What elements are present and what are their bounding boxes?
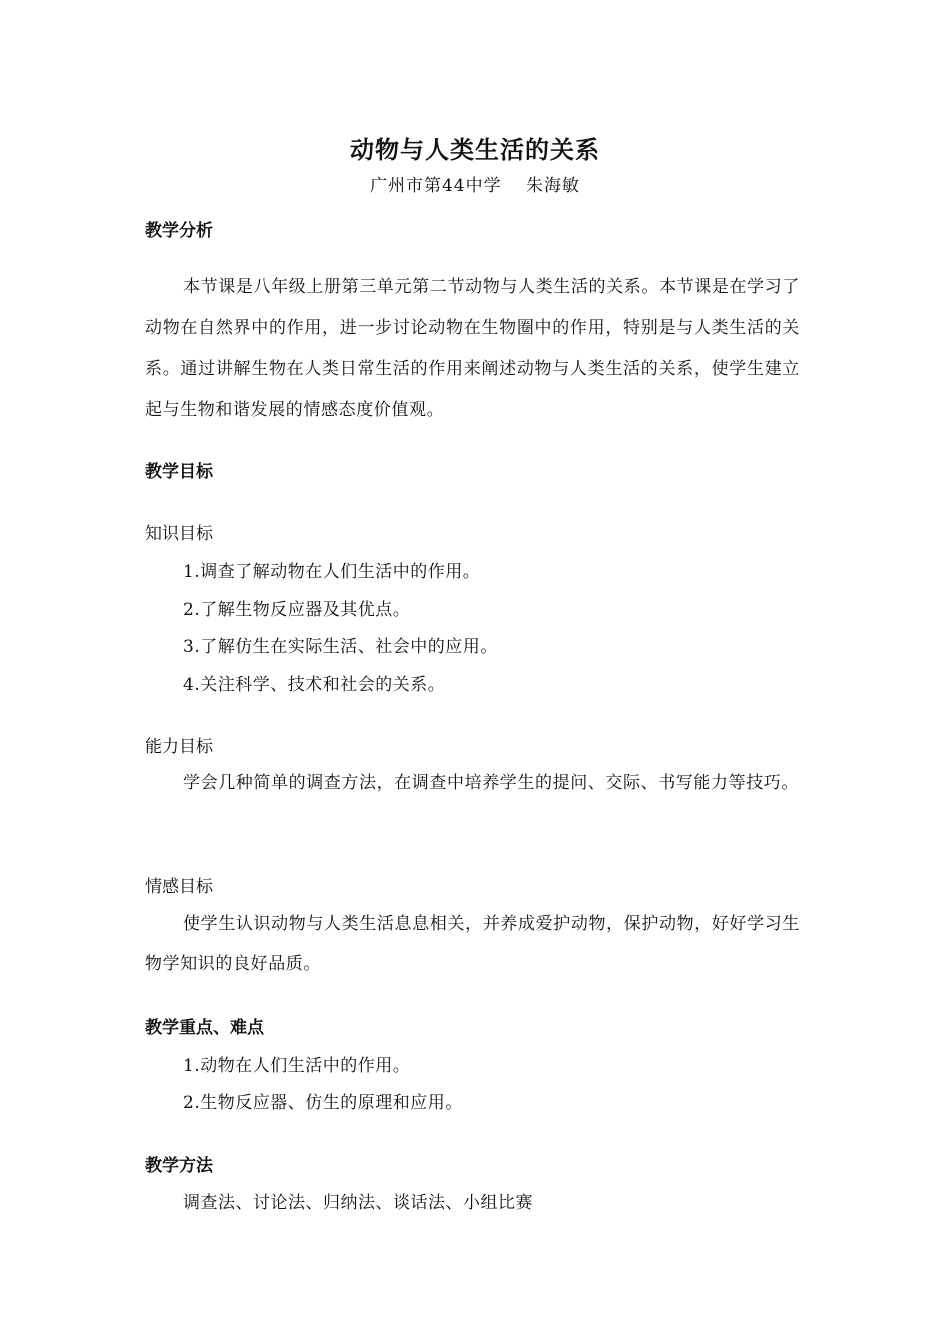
ability-goals-paragraph: 学会几种简单的调查方法，在调查中培养学生的提问、交际、书写能力等技巧。 [183,773,799,793]
ability-goals-label: 能力目标 [145,737,213,757]
knowledge-goals-label: 知识目标 [145,524,213,544]
author-line: 广州市第44中学 朱海敏 [369,176,581,196]
emotion-goals-paragraph: 使学生认识动物与人类生活息息相关，并养成爱护动物，保护动物，好好学习生物学知识的良好品质。 [145,914,800,974]
section-heading-analysis: 教学分析 [145,221,213,241]
section-heading-key-points: 教学重点、难点 [145,1018,264,1038]
document-title: 动物与人类生活的关系 [350,135,600,164]
list-item: 3.了解仿生在实际生活、社会中的应用。 [183,637,498,657]
emotion-goals-label: 情感目标 [145,877,213,897]
list-item: 2.了解生物反应器及其优点。 [183,600,411,620]
list-item: 4.关注科学、技术和社会的关系。 [183,675,446,695]
methods-text: 调查法、讨论法、归纳法、谈话法、小组比赛 [183,1193,533,1213]
list-item: 1.调查了解动物在人们生活中的作用。 [183,562,481,582]
list-item: 1.动物在人们生活中的作用。 [183,1056,411,1076]
section-heading-goals: 教学目标 [145,462,213,482]
analysis-paragraph: 本节课是八年级上册第三单元第二节动物与人类生活的关系。本节课是在学习了动物在自然界中的作用，进一步讨论动物在生物圈中的作用，特别是与人类生活的关系。通过讲解生物在人类日常生活的作用来阐述动物与人类生活的关系，使学生建立起与生物和谐发展的情感态度价值观。 [145,277,800,420]
list-item: 2.生物反应器、仿生的原理和应用。 [183,1093,463,1113]
section-heading-methods: 教学方法 [145,1156,213,1176]
